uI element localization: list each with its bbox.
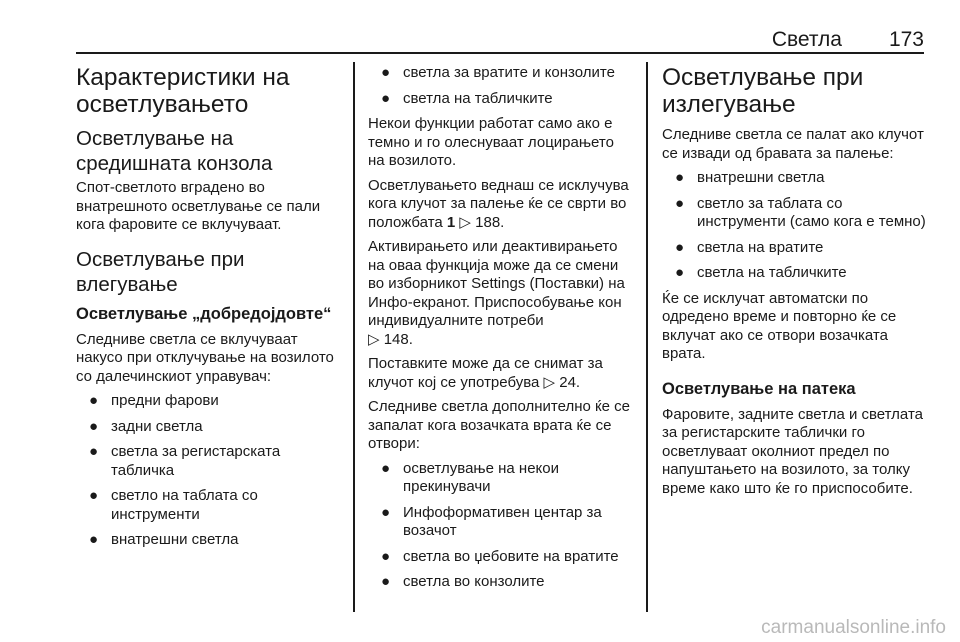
list-item: ● светла на табличките [381,89,553,107]
settings-text: Активирањето или деактивирањето на оваа функција може да се смени во изборникот Settings (Поставки) на Инфо-екранот. Приспособување кон индивидуалните потреби ▷ 148. [368,238,625,348]
auto-off-text: Ќе се исклучат автоматски по одредено време и повторно ќе се вклучат ако се отвори возачката врата. [662,289,897,362]
bullet-icon: ● [89,392,99,409]
list-item: ● предни фарови [89,392,219,409]
list-item: ● осветлување на некои прекинувачи [381,459,559,495]
list-item: ● светло на таблата со инструменти [89,487,258,523]
bullet-icon: ● [675,169,685,186]
column-2 [368,64,632,599]
list-item: ● светла на табличките [675,264,847,281]
door-lights-list [368,460,632,592]
list-item: ● светло за таблата со инструменти (само кога е темно) [675,194,926,230]
key-settings-text: Поставките може да се снимат за клучот кој се употребува ▷ 24. [368,355,603,391]
column-divider-1 [353,62,355,612]
switch-off-text: Осветлувањето веднаш се исклучува кога клучот за палење ќе се сврти во положбата 1 ▷ 188. [368,176,629,231]
page-ref[interactable]: 148. [379,330,413,348]
list-item: ● светла во џебовите на вратите [381,547,619,565]
section-title: Светла [771,28,842,51]
column-1 [76,64,344,557]
darkness-note: Некои функции работат само ако е темно и го олеснуваат лоцирањето на возилото. [368,115,614,169]
list-item: ● светла во конзолите [381,573,545,590]
column-divider-2 [646,62,648,612]
page-number: 173 [888,28,924,51]
list-item: ● задни светла [89,417,203,435]
bullet-icon: ● [381,503,391,521]
page-ref-icon: ▷ [368,330,380,348]
door-open-text: Следниве светла дополнително ќе се запалат кога возачката врата ќе се отвори: [368,398,630,452]
list-item: ● Инфоформативен центар за возачот [381,503,602,539]
path-lighting-heading: Осветлување на патека [662,379,856,398]
bullet-icon: ● [381,89,391,107]
list-item: ● внатрешни светла [675,169,825,186]
entry-lighting-heading: Осветлување при влегување [76,247,245,296]
continued-lights-list [368,64,632,108]
page-header [76,28,924,52]
list-item: ● светла за вратите и конзолите [381,64,615,81]
chapter-heading: Карактеристики на осветлувањето [76,64,290,118]
list-item: ● внатрешни светла [89,531,239,548]
bullet-icon: ● [675,264,685,281]
bullet-icon: ● [381,64,391,81]
bullet-icon: ● [381,547,391,565]
bullet-icon: ● [675,238,685,256]
header-rule [76,52,924,54]
list-item: ● светла на вратите [675,238,824,256]
welcome-lighting-heading: Осветлување „добредојдовте“ [76,304,332,323]
page-ref-icon: ▷ [543,373,556,391]
welcome-lights-list [76,392,344,550]
bullet-icon: ● [89,487,99,504]
page-ref[interactable]: 24. [555,373,581,391]
page-ref[interactable]: 188. [470,213,505,231]
bullet-icon: ● [89,531,99,548]
bullet-icon: ● [675,194,685,212]
exit-lights-list [662,169,926,283]
welcome-lighting-text: Следниве светла се вклучуваат накусо при отклучување на возилото со далечинскиот управувач: [76,330,334,385]
list-item: ● светла за регистарската табличка [89,443,281,479]
bullet-icon: ● [89,443,99,460]
console-lighting-heading: Осветлување на средишната конзола [76,127,273,175]
column-3 [662,64,926,504]
console-lighting-text: Спот-светлото вградено во внатрешното осветлување се пали кога фаровите се вклучуваат. [76,179,321,233]
exit-lighting-heading: Осветлување при излегување [662,64,864,118]
bullet-icon: ● [381,459,391,477]
bullet-icon: ● [89,417,99,435]
page-ref-icon: ▷ [459,213,471,231]
exit-lighting-text: Следниве светла се палат ако клучот се извади од бравата за палење: [662,126,924,162]
watermark: carmanualsonline.info [761,617,946,638]
bullet-icon: ● [381,573,391,590]
path-lighting-text: Фаровите, задните светла и светлата за регистарските таблички го осветлуваат околниот предел по напуштањето на возилото, за толку време како што ќе го приспособите. [662,405,923,497]
